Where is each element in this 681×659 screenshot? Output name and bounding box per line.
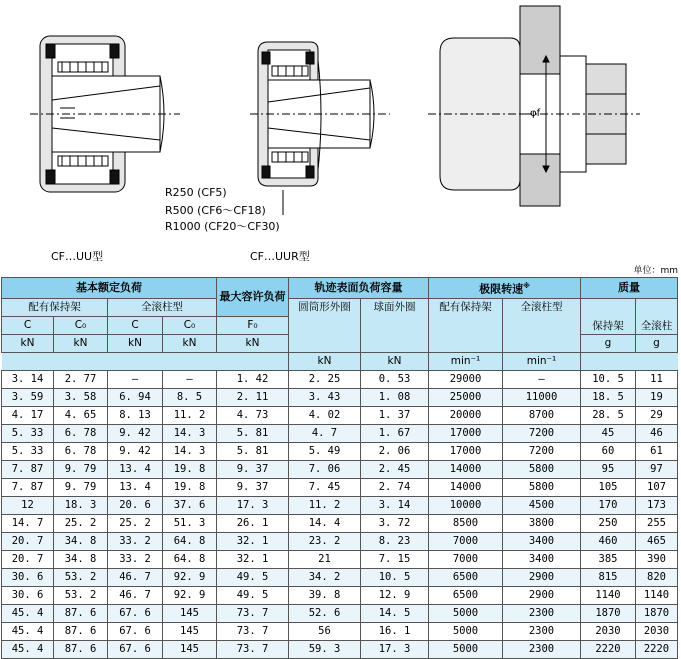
table-cell: 3800: [503, 514, 581, 532]
table-cell: 5800: [503, 478, 581, 496]
table-cell: 7. 15: [361, 550, 429, 568]
table-cell: —: [503, 370, 581, 388]
table-cell: 7. 87: [2, 478, 54, 496]
table-cell: 49. 5: [217, 586, 289, 604]
table-cell: 73. 7: [217, 640, 289, 658]
table-cell: 3. 59: [2, 388, 54, 406]
table-cell: 46: [636, 424, 678, 442]
specification-table: [1, 277, 678, 659]
table-cell: 64. 8: [163, 532, 217, 550]
table-cell: 3400: [503, 532, 581, 550]
table-cell: 4. 02: [289, 406, 361, 424]
table-cell: 255: [636, 514, 678, 532]
table-row: [2, 622, 678, 640]
table-cell: 28. 5: [581, 406, 636, 424]
cf-uur-caption: CF…UUR型: [250, 250, 310, 263]
table-cell: 145: [163, 604, 217, 622]
table-cell: 8. 5: [163, 388, 217, 406]
unit-cell: kN: [163, 334, 217, 352]
table-cell: 45. 4: [2, 640, 54, 658]
table-cell: 67. 6: [108, 604, 163, 622]
mass-cage-header: 保持架: [581, 298, 636, 334]
table-row: [2, 568, 678, 586]
table-cell: 61: [636, 442, 678, 460]
table-cell: 460: [581, 532, 636, 550]
bearing-drawings: [0, 0, 681, 262]
table-cell: 19. 8: [163, 478, 217, 496]
table-cell: 13. 4: [108, 460, 163, 478]
table-cell: —: [163, 370, 217, 388]
table-cell: 2. 77: [54, 370, 108, 388]
table-cell: 14. 7: [2, 514, 54, 532]
table-cell: 5. 49: [289, 442, 361, 460]
table-cell: 465: [636, 532, 678, 550]
table-cell: 8. 13: [108, 406, 163, 424]
table-cell: 2030: [636, 622, 678, 640]
table-row: [2, 460, 678, 478]
spherical-outer-header: 球面外圈: [361, 298, 429, 352]
table-cell: 7. 87: [2, 460, 54, 478]
table-cell: 19: [636, 388, 678, 406]
table-cell: 1870: [636, 604, 678, 622]
table-cell: 64. 8: [163, 550, 217, 568]
table-cell: 250: [581, 514, 636, 532]
table-cell: 14000: [429, 478, 503, 496]
table-cell: 2220: [636, 640, 678, 658]
table-cell: 56: [289, 622, 361, 640]
unit-cell: min⁻¹: [503, 352, 581, 370]
table-cell: 9. 79: [54, 460, 108, 478]
mass-full-header: 全滚柱: [636, 298, 678, 334]
table-cell: 390: [636, 550, 678, 568]
table-cell: 2. 11: [217, 388, 289, 406]
table-cell: 30. 6: [2, 568, 54, 586]
table-cell: 11. 2: [163, 406, 217, 424]
cf-uur-drawing: [250, 42, 390, 215]
phi-f-label: φf: [530, 108, 541, 119]
table-row: [2, 442, 678, 460]
symbol-c0: C₀: [54, 316, 108, 334]
table-cell: 67. 6: [108, 640, 163, 658]
table-cell: 9. 37: [217, 478, 289, 496]
table-cell: 815: [581, 568, 636, 586]
table-cell: 7000: [429, 532, 503, 550]
table-cell: 1. 37: [361, 406, 429, 424]
table-cell: 5000: [429, 604, 503, 622]
table-cell: 12. 9: [361, 586, 429, 604]
table-cell: 8. 23: [361, 532, 429, 550]
table-cell: 2900: [503, 586, 581, 604]
table-cell: 20. 7: [2, 550, 54, 568]
table-cell: 5. 33: [2, 424, 54, 442]
table-cell: 4500: [503, 496, 581, 514]
table-row: [2, 514, 678, 532]
table-cell: 45. 4: [2, 604, 54, 622]
table-cell: 5800: [503, 460, 581, 478]
table-cell: 8500: [429, 514, 503, 532]
table-cell: 173: [636, 496, 678, 514]
speed-with-cage-header: 配有保持架: [429, 298, 503, 352]
cylinder-outer-header: 圆筒形外圈: [289, 298, 361, 352]
unit-label: 单位：mm: [633, 266, 678, 276]
spacer: [2, 352, 289, 370]
table-cell: 3. 58: [54, 388, 108, 406]
table-cell: 2. 25: [289, 370, 361, 388]
table-row: [2, 496, 678, 514]
table-cell: 4. 73: [217, 406, 289, 424]
table-cell: 2220: [581, 640, 636, 658]
symbol-c: C: [108, 316, 163, 334]
table-cell: 7. 06: [289, 460, 361, 478]
table-cell: 0. 53: [361, 370, 429, 388]
table-cell: 92. 9: [163, 586, 217, 604]
table-cell: 170: [581, 496, 636, 514]
table-cell: 145: [163, 640, 217, 658]
table-cell: 10000: [429, 496, 503, 514]
table-cell: 7200: [503, 424, 581, 442]
speed-full-roller-header: 全滚柱型: [503, 298, 581, 352]
table-cell: 45: [581, 424, 636, 442]
table-cell: 25. 2: [54, 514, 108, 532]
table-cell: 3. 43: [289, 388, 361, 406]
table-cell: 9. 42: [108, 442, 163, 460]
table-cell: 26. 1: [217, 514, 289, 532]
table-cell: 19. 8: [163, 460, 217, 478]
track-load-header: 轨迹表面负荷容量: [289, 278, 429, 299]
table-cell: 5. 81: [217, 442, 289, 460]
table-cell: 10. 5: [581, 370, 636, 388]
table-cell: 1. 08: [361, 388, 429, 406]
speed-limit-mark: ※: [523, 282, 530, 290]
table-cell: 14. 4: [289, 514, 361, 532]
full-roller-header: 全滚柱型: [108, 298, 217, 316]
unit-cell: kN: [54, 334, 108, 352]
table-cell: 12: [2, 496, 54, 514]
table-cell: 7200: [503, 442, 581, 460]
table-cell: 11000: [503, 388, 581, 406]
table-cell: 34. 8: [54, 550, 108, 568]
table-cell: 9. 79: [54, 478, 108, 496]
table-cell: 17. 3: [217, 496, 289, 514]
radius-note-3: R1000 (CF20～CF30): [165, 220, 280, 233]
table-cell: 23. 2: [289, 532, 361, 550]
table-cell: 6. 78: [54, 442, 108, 460]
table-cell: 2. 74: [361, 478, 429, 496]
symbol-c: C: [2, 316, 54, 334]
table-cell: 67. 6: [108, 622, 163, 640]
table-cell: 87. 6: [54, 622, 108, 640]
mounting-drawing: [428, 6, 640, 206]
unit-cell: kN: [2, 334, 54, 352]
table-cell: 6. 78: [54, 424, 108, 442]
table-cell: 385: [581, 550, 636, 568]
table-cell: 10. 5: [361, 568, 429, 586]
table-cell: 17. 3: [361, 640, 429, 658]
table-cell: 2900: [503, 568, 581, 586]
table-row: [2, 532, 678, 550]
unit-cell: g: [636, 334, 678, 352]
table-cell: 20000: [429, 406, 503, 424]
table-cell: 59. 3: [289, 640, 361, 658]
table-cell: 29000: [429, 370, 503, 388]
table-cell: 7000: [429, 550, 503, 568]
table-cell: 20. 6: [108, 496, 163, 514]
table-cell: 5000: [429, 640, 503, 658]
table-cell: 14. 5: [361, 604, 429, 622]
table-cell: 29: [636, 406, 678, 424]
unit-cell: min⁻¹: [429, 352, 503, 370]
table-cell: 1140: [581, 586, 636, 604]
table-cell: 16. 1: [361, 622, 429, 640]
table-cell: 1. 67: [361, 424, 429, 442]
table-cell: 32. 1: [217, 550, 289, 568]
table-cell: 105: [581, 478, 636, 496]
mass-header: 质量: [581, 278, 678, 299]
table-cell: 37. 6: [163, 496, 217, 514]
table-cell: 4. 7: [289, 424, 361, 442]
table-row: [2, 406, 678, 424]
table-body: [2, 370, 678, 658]
symbol-c0: C₀: [163, 316, 217, 334]
table-cell: 5. 33: [2, 442, 54, 460]
speed-limit-text: 极限转速: [479, 282, 524, 296]
table-cell: 21: [289, 550, 361, 568]
table-cell: 11. 2: [289, 496, 361, 514]
table-row: [2, 424, 678, 442]
table-row: [2, 370, 678, 388]
table-cell: 3. 14: [2, 370, 54, 388]
table-row: [2, 604, 678, 622]
table-cell: 14000: [429, 460, 503, 478]
table-cell: 8700: [503, 406, 581, 424]
table-cell: 46. 7: [108, 568, 163, 586]
table-cell: 2300: [503, 640, 581, 658]
speed-limit-header: [429, 278, 581, 299]
unit-cell: kN: [361, 352, 429, 370]
unit-cell: kN: [108, 334, 163, 352]
table-cell: 73. 7: [217, 622, 289, 640]
table-cell: 107: [636, 478, 678, 496]
table-cell: 820: [636, 568, 678, 586]
table-cell: 34. 2: [289, 568, 361, 586]
table-cell: 52. 6: [289, 604, 361, 622]
table-cell: 6500: [429, 586, 503, 604]
table-cell: 2300: [503, 622, 581, 640]
table-row: [2, 388, 678, 406]
spacer: [581, 352, 678, 370]
table-cell: 87. 6: [54, 640, 108, 658]
table-cell: 5000: [429, 622, 503, 640]
table-cell: 4. 65: [54, 406, 108, 424]
table-cell: 51. 3: [163, 514, 217, 532]
table-cell: 3400: [503, 550, 581, 568]
with-cage-header: 配有保持架: [2, 298, 108, 316]
table-cell: 18. 3: [54, 496, 108, 514]
basic-load-header: 基本额定负荷: [2, 278, 217, 299]
table-cell: 53. 2: [54, 568, 108, 586]
cf-uu-drawing: [30, 36, 180, 192]
table-cell: 4. 17: [2, 406, 54, 424]
table-row: [2, 550, 678, 568]
table-cell: 3. 14: [361, 496, 429, 514]
table-cell: 2030: [581, 622, 636, 640]
table-cell: 13. 4: [108, 478, 163, 496]
table-cell: 3. 72: [361, 514, 429, 532]
table-cell: 6. 94: [108, 388, 163, 406]
table-cell: 18. 5: [581, 388, 636, 406]
table-cell: 11: [636, 370, 678, 388]
table-cell: 73. 7: [217, 604, 289, 622]
table-row: [2, 478, 678, 496]
table-cell: 17000: [429, 442, 503, 460]
max-load-header: 最大容许负荷: [217, 278, 289, 317]
table-cell: 25000: [429, 388, 503, 406]
unit-cell: g: [581, 334, 636, 352]
radius-note-2: R500 (CF6～CF18): [165, 204, 266, 217]
table-cell: 5. 81: [217, 424, 289, 442]
table-cell: 87. 6: [54, 604, 108, 622]
table-cell: 17000: [429, 424, 503, 442]
table-cell: 14. 3: [163, 442, 217, 460]
table-cell: 2. 06: [361, 442, 429, 460]
unit-cell: kN: [289, 352, 361, 370]
symbol-f0: F₀: [217, 316, 289, 334]
table-cell: 20. 7: [2, 532, 54, 550]
table-cell: 2300: [503, 604, 581, 622]
table-cell: 25. 2: [108, 514, 163, 532]
table-cell: 33. 2: [108, 532, 163, 550]
unit-cell: kN: [217, 334, 289, 352]
table-row: [2, 586, 678, 604]
table-cell: —: [108, 370, 163, 388]
radius-note-1: R250 (CF5): [165, 186, 227, 199]
table-cell: 2. 45: [361, 460, 429, 478]
table-cell: 34. 8: [54, 532, 108, 550]
table-cell: 92. 9: [163, 568, 217, 586]
table-cell: 95: [581, 460, 636, 478]
table-cell: 32. 1: [217, 532, 289, 550]
table-cell: 53. 2: [54, 586, 108, 604]
table-cell: 97: [636, 460, 678, 478]
cf-uu-caption: CF…UU型: [51, 250, 104, 263]
table-cell: 30. 6: [2, 586, 54, 604]
table-cell: 9. 42: [108, 424, 163, 442]
table-cell: 60: [581, 442, 636, 460]
table-cell: 39. 8: [289, 586, 361, 604]
table-cell: 33. 2: [108, 550, 163, 568]
table-cell: 45. 4: [2, 622, 54, 640]
table-cell: 145: [163, 622, 217, 640]
table-cell: 1. 42: [217, 370, 289, 388]
table-cell: 1140: [636, 586, 678, 604]
table-cell: 6500: [429, 568, 503, 586]
table-cell: 9. 37: [217, 460, 289, 478]
table-cell: 14. 3: [163, 424, 217, 442]
table-cell: 49. 5: [217, 568, 289, 586]
table-cell: 7. 45: [289, 478, 361, 496]
table-cell: 1870: [581, 604, 636, 622]
table-cell: 46. 7: [108, 586, 163, 604]
